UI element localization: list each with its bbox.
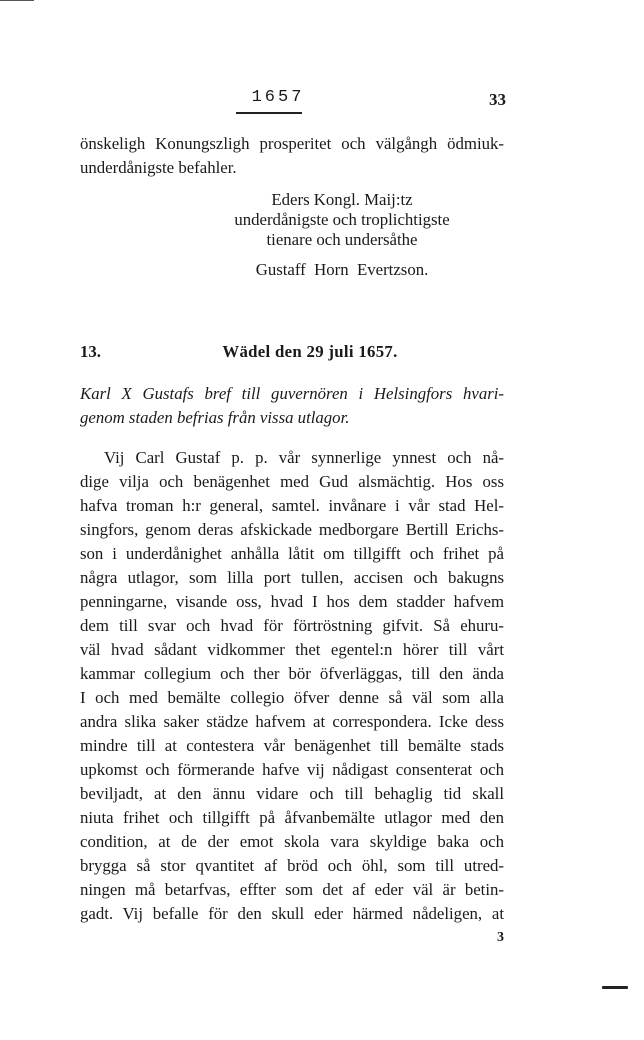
body-line: andra slika saker städze hafvem at correspondera. Icke dess [80,712,504,731]
closing-line: önskeligh Konungszligh prosperitet och välgångh ödmiuk- [80,134,504,153]
body-line: gadt. Vij befalle för den skull eder härmed nådeligen, at [80,904,504,923]
body-line: brygga så stor qvantitet af bröd och öhl, som till utred- [80,856,504,875]
header-underline [236,112,302,114]
body-line: dem till svar och hvad för förtröstning gifvit. Så ehuru- [80,616,504,635]
body-line: väl hvad sådant vidkommer thet egentel:n hörer till vårt [80,640,504,659]
body-line: ningen må betarfvas, effter som det af eder väl är betin- [80,880,504,899]
body-line: son i underdånighet anhålla låtit om tillgifft och frihet på [80,544,504,563]
body-line: kammar collegium och ther bör öfverläggas, till den ända [80,664,504,683]
body-line: beviljadt, at den ännu vidare och till behaglig tid skall [80,784,504,803]
page-number: 33 [489,90,506,109]
document-summary-line: Karl X Gustafs bref till guvernören i Helsingfors hvari- [80,384,504,403]
margin-dash-mark [602,986,628,989]
signature-name: Gustaff Horn Evertzson. [255,260,429,279]
body-line: några utlagor, som lilla port tullen, accisen och bakugns [80,568,504,587]
signature-mark: 3 [497,930,504,945]
body-line: I och med bemälte collegio öfver denne så väl som alla [80,688,504,707]
body-line: hafva troman h:r general, samtel. invånare i vår stad Hel- [80,496,504,515]
document-summary-line: genom staden befrias från vissa utlagor. [80,408,350,427]
body-line: condition, at de der emot skola vara skyldige baka och [80,832,504,851]
signature-line: Eders Kongl. Maij:tz [271,190,413,209]
body-line: upkomst och förmerande hafve vij nådigast consenterat och [80,760,504,779]
body-line: singfors, genom deras afskickade medborgare Bertill Erichs- [80,520,504,539]
running-header-year: 1657 [251,88,305,107]
body-line: mindre till at contestera vår benägenhet till bemälte stads [80,736,504,755]
body-line: dige vilja och benägenhet med Gud alsmächtig. Hos oss [80,472,504,491]
body-line: niuta frihet och tillgifft på åfvanbemälte utlagor med den [80,808,504,827]
document-title: Wädel den 29 juli 1657. [222,342,398,361]
closing-line: underdånigste befahler. [80,158,237,177]
signature-line: underdånigste och troplichtigste [234,210,450,229]
signature-line: tienare och undersåthe [266,230,418,249]
body-line: Vij Carl Gustaf p. p. vår synnerlige ynnest och nå- [104,448,504,467]
document-number: 13. [80,342,101,361]
corner-scan-mark [0,0,34,1]
body-line: penningarne, visande oss, hvad I hos dem stadder hafvem [80,592,504,611]
